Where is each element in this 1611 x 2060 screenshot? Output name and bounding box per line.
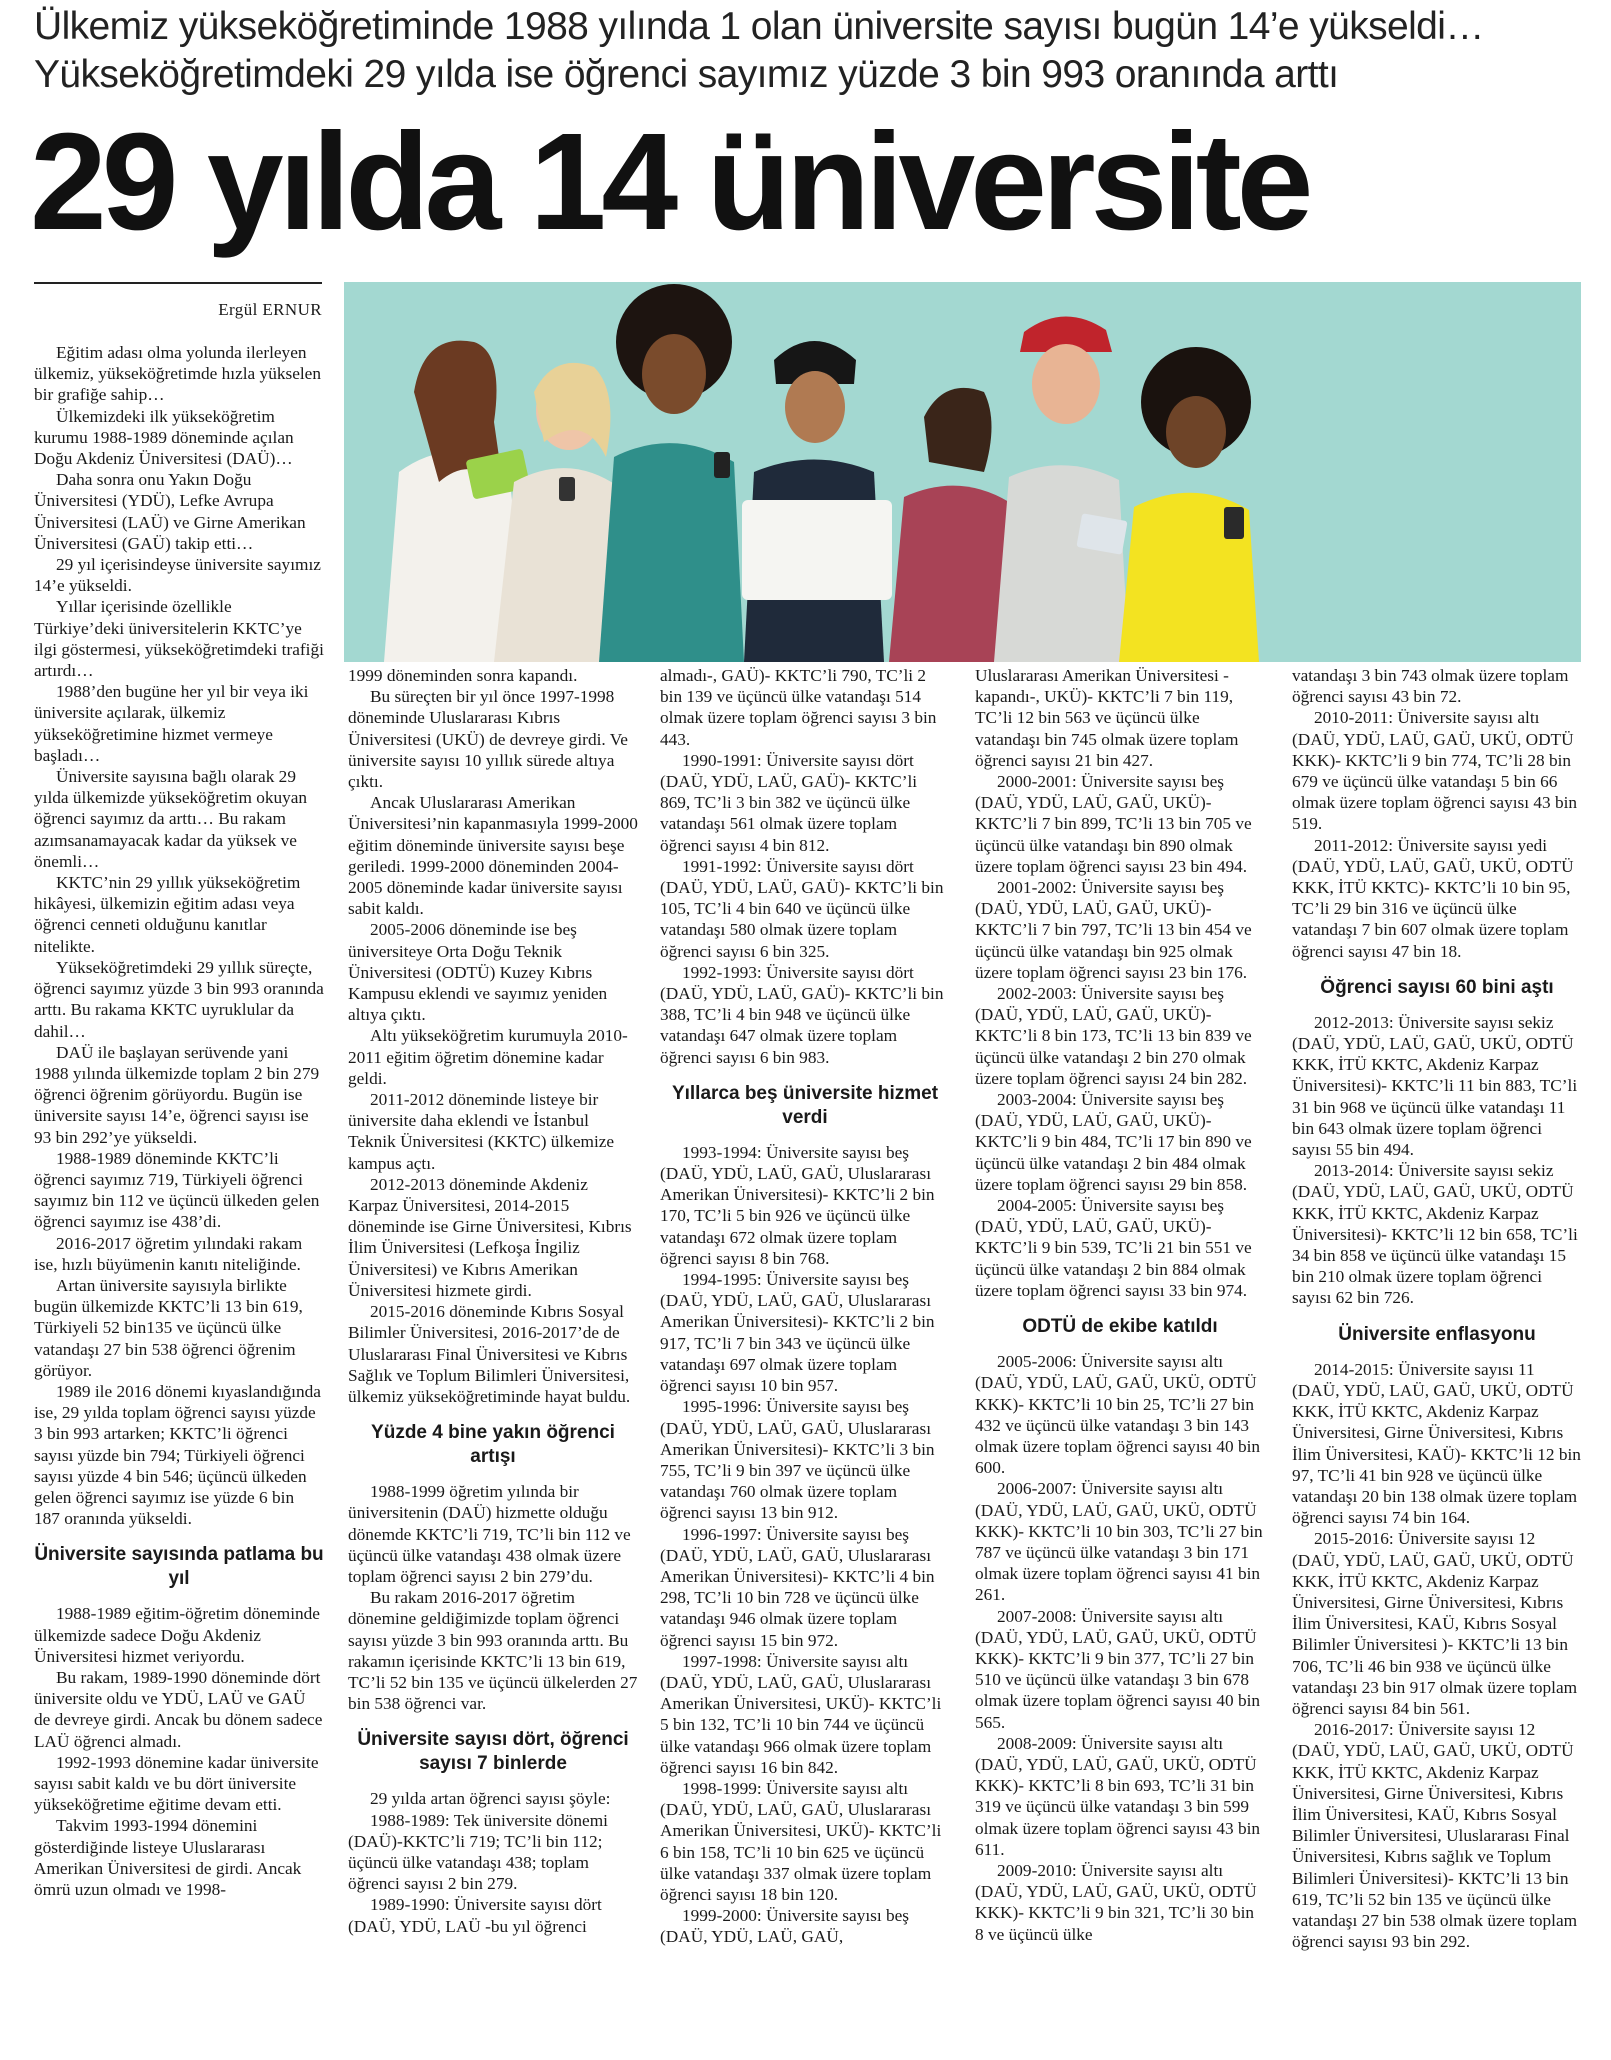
subheading: Üniversite sayısı dört, öğrenci sayısı 7 binlerde: [357, 1729, 629, 1775]
paragraph: Artan üniversite sayısıyla birlikte bugün ülkemizde KKTC’li 13 bin 619, Türkiyeli 52 bin135 ve üçüncü ülke vatandaşı 27 bin 538 öğrenci öğrenim görüyor.: [34, 1275, 303, 1380]
paragraph: Ülkemizdeki ilk yükseköğretim kurumu 1988-1989 döneminde açılan Doğu Akdeniz Üniversitesi (DAÜ)…: [34, 406, 294, 469]
paragraph: Üniversite sayısına bağlı olarak 29 yılda ülkemizde yükseköğretim okuyan öğrenci sayımız da arttı… Bu rakam azımsanamayacak kadar da yüksek ve önemli…: [34, 767, 308, 871]
paragraph: 2015-2016 döneminde Kıbrıs Sosyal Bilimler Üniversitesi, 2016-2017’de de Uluslararası Final Üniversitesi ve Kıbrıs Sağlık ve Toplum Bilimleri Üniversitesi, ülkemiz yükseköğretiminde hayat buldu.: [348, 1302, 631, 1406]
paragraph: 2005-2006: Üniversite sayısı altı (DAÜ, YDÜ, LAÜ, GAÜ, UKÜ, ODTÜ KKK)- KKTC’li 10 bin 25, TC’li 27 bin 432 ve üçüncü ülke vatandaşı 3 bin 143 olmak üzere toplam öğrenci sayısı 40 bin 600.: [975, 1352, 1261, 1478]
paragraph: 2012-2013: Üniversite sayısı sekiz (DAÜ, YDÜ, LAÜ, GAÜ, UKÜ, ODTÜ KKK, İTÜ KKTC, Akdeniz Karpaz Üniversitesi)- KKTC’li 11 bin 883, TC’li 31 bin 968 ve üçüncü ülke vatandaşı 11 bin 643 olmak üzere toplam öğrenci sayısı 55 bin 494.: [1292, 1012, 1578, 1160]
subheading: Yıllarca beş üniversite hizmet verdi: [671, 1082, 939, 1128]
paragraph: 29 yılda artan öğrenci sayısı şöyle:: [370, 1789, 611, 1809]
paragraph: 2009-2010: Üniversite sayısı altı (DAÜ, YDÜ, LAÜ, GAÜ, UKÜ, ODTÜ KKK)- KKTC’li 9 bin 321, TC’li 30 bin 8 ve üçüncü ülke: [975, 1860, 1257, 1944]
paragraph: Bu süreçten bir yıl önce 1997-1998 döneminde Uluslararası Kıbrıs Üniversitesi (UKÜ) de devreye girdi. Ve üniversite sayısı 10 yıllık sürede altıya çıktı.: [348, 687, 628, 792]
subheading: Yüzde 4 bine yakın öğrenci artışı: [371, 1422, 615, 1468]
text-column-5: [1292, 665, 1582, 1952]
students-with-devices-photo: [344, 282, 1581, 662]
paragraph: Eğitim adası olma yolunda ilerleyen ülkemiz, yükseköğretimde hızla yükselen bir grafiğe sahip…: [34, 343, 321, 405]
subheading: Üniversite enflasyonu: [1338, 1323, 1536, 1345]
paragraph: 2000-2001: Üniversite sayısı beş (DAÜ, YDÜ, LAÜ, GAÜ, UKÜ)- KKTC’li 7 bin 899, TC’li 13 bin 705 ve üçüncü ülke vatandaşı bin 890 olmak üzere toplam öğrenci sayısı 23 bin 494.: [975, 772, 1252, 876]
paragraph: 1999-2000: Üniversite sayısı beş (DAÜ, YDÜ, LAÜ, GAÜ,: [660, 1906, 910, 1947]
byline-rule: [34, 282, 322, 284]
byline: Ergül ERNUR: [218, 300, 322, 319]
text-column-4: [975, 665, 1265, 1945]
paragraph: almadı-, GAÜ)- KKTC’li 790, TC’li 2 bin 139 ve üçüncü ülke vatandaşı 514 olmak üzere toplam öğrenci sayısı 3 bin 443.: [660, 666, 937, 749]
paragraph: 1997-1998: Üniversite sayısı altı (DAÜ, YDÜ, LAÜ, GAÜ, Uluslararası Amerikan Üniversitesi, UKÜ)- KKTC’li 5 bin 132, TC’li 10 bin 744 ve üçüncü ülke vatandaşı 966 olmak üzere toplam öğrenci sayısı 16 bin 842.: [660, 1651, 942, 1777]
paragraph: 2013-2014: Üniversite sayısı sekiz (DAÜ, YDÜ, LAÜ, GAÜ, UKÜ, ODTÜ KKK, İTÜ KKTC, Akdeniz Karpaz Üniversitesi)- KKTC’li 12 bin 658, TC’li 34 bin 858 ve üçüncü ülke vatandaşı 15 bin 210 olmak üzere toplam öğrenci sayısı 62 bin 726.: [1292, 1161, 1578, 1308]
photo-illustration: [344, 282, 1581, 662]
paragraph: 1992-1993: Üniversite sayısı dört (DAÜ, YDÜ, LAÜ, GAÜ)- KKTC’li bin 388, TC’li 4 bin 948 ve üçüncü ülke vatandaşı 647 olmak üzere toplam öğrenci sayısı 6 bin 983.: [660, 962, 944, 1067]
paragraph: Bu rakam, 1989-1990 döneminde dört üniversite oldu ve YDÜ, LAÜ ve GAÜ de devreye girdi. Ancak bu dönem sadece LAÜ öğrenci almadı.: [34, 1667, 323, 1751]
paragraph: 1988’den bugüne her yıl bir veya iki üniversite açılarak, ülkemiz yükseköğretimine hizmet vermeye başladı…: [34, 682, 309, 765]
paragraph: 1988-1989: Tek üniversite dönemi (DAÜ)-KKTC’li 719; TC’li bin 112; üçüncü ülke vatandaşı 438; toplam öğrenci sayısı 2 bin 279.: [348, 1810, 608, 1894]
paragraph: 1989-1990: Üniversite sayısı dört (DAÜ, YDÜ, LAÜ -bu yıl öğrenci: [348, 1895, 602, 1936]
paragraph: 2002-2003: Üniversite sayısı beş (DAÜ, YDÜ, LAÜ, GAÜ, UKÜ)- KKTC’li 8 bin 173, TC’li 13 bin 839 ve üçüncü ülke vatandaşı 2 bin 270 olmak üzere toplam öğrenci sayısı 24 bin 282.: [975, 984, 1252, 1088]
paragraph: 2001-2002: Üniversite sayısı beş (DAÜ, YDÜ, LAÜ, GAÜ, UKÜ)- KKTC’li 7 bin 797, TC’li 13 bin 454 ve üçüncü ülke vatandaşı bin 925 olmak üzere toplam öğrenci sayısı 23 bin 176.: [975, 878, 1252, 982]
paragraph: 1995-1996: Üniversite sayısı beş (DAÜ, YDÜ, LAÜ, GAÜ, Uluslararası Amerikan Üniversitesi)- KKTC’li 3 bin 755, TC’li 9 bin 397 ve üçüncü ülke vatandaşı 760 olmak üzere toplam öğrenci sayısı 13 bin 912.: [660, 1397, 935, 1523]
paragraph: 1999 döneminden sonra kapandı.: [348, 666, 578, 685]
paragraph: 2016-2017 öğretim yılındaki rakam ise, hızlı büyümenin kanıtı niteliğinde.: [34, 1233, 303, 1274]
paragraph: 2004-2005: Üniversite sayısı beş (DAÜ, YDÜ, LAÜ, GAÜ, UKÜ)- KKTC’li 9 bin 539, TC’li 21 bin 551 ve üçüncü ülke vatandaşı 2 bin 884 olmak üzere toplam öğrenci sayısı 33 bin 974.: [975, 1196, 1252, 1300]
paragraph: 2006-2007: Üniversite sayısı altı (DAÜ, YDÜ, LAÜ, GAÜ, UKÜ, ODTÜ KKK)- KKTC’li 10 bin 303, TC’li 27 bin 787 ve üçüncü ülke vatandaşı 3 bin 171 olmak üzere toplam öğrenci sayısı 41 bin 261.: [975, 1479, 1263, 1605]
paragraph: 1994-1995: Üniversite sayısı beş (DAÜ, YDÜ, LAÜ, GAÜ, Uluslararası Amerikan Üniversitesi)- KKTC’li 2 bin 917, TC’li 7 bin 343 ve üçüncü ülke vatandaşı 697 olmak üzere toplam öğrenci sayısı 10 bin 957.: [660, 1270, 935, 1396]
paragraph: 2011-2012: Üniversite sayısı yedi (DAÜ, YDÜ, LAÜ, GAÜ, UKÜ, ODTÜ KKK, İTÜ KKTC)- KKTC’li 10 bin 95, TC’li 29 bin 316 ve üçüncü ülke vatandaşı 7 bin 607 olmak üzere toplam öğrenci sayısı 47 bin 18.: [1292, 835, 1574, 961]
paragraph: 1993-1994: Üniversite sayısı beş (DAÜ, YDÜ, LAÜ, GAÜ, Uluslararası Amerikan Üniversitesi)- KKTC’li 2 bin 170, TC’li 5 bin 926 ve üçüncü ülke vatandaşı 672 olmak üzere toplam öğrenci sayısı 8 bin 768.: [660, 1142, 935, 1268]
paragraph: DAÜ ile başlayan serüvende yani 1988 yılında ülkemizde toplam 2 bin 279 öğrenci öğrenim görüyordu. Bugün ise üniversite sayısı 14’e, öğrenci sayısı ise 93 bin 292’ye yükseldi.: [34, 1042, 320, 1147]
paragraph: 2011-2012 döneminde listeye bir üniversite daha eklendi ve İstanbul Teknik Üniversitesi (KKTC) ülkemize kampus açtı.: [348, 1090, 615, 1173]
text-column-3: [660, 665, 950, 1948]
paragraph: Yıllar içerisinde özellikle Türkiye’deki üniversitelerin KKTC’ye ilgi göstermesi, yükseköğretimdeki trafiği artırdı…: [34, 597, 324, 681]
text-column-1: [34, 342, 324, 1900]
paragraph: 2016-2017: Üniversite sayısı 12 (DAÜ, YDÜ, LAÜ, GAÜ, UKÜ, ODTÜ KKK, İTÜ KKTC, Akdeniz Karpaz Üniversitesi, Girne Üniversitesi, Kıbrıs İlim Üniversitesi, KAÜ, Kıbrıs Sosyal Bilimler Üniversitesi, Uluslararası Final Üniversitesi, Kıbrıs sağlık ve Toplum Bilimleri Üniversitesi)- KKTC’li 13 bin 619, TC’li 52 bin 135 ve üçüncü ülke vatandaşı 27 bin 538 olmak üzere toplam öğrenci sayısı 93 bin 292.: [1292, 1720, 1578, 1952]
paragraph: Yükseköğretimdeki 29 yıllık süreçte, öğrenci sayımız yüzde 3 bin 993 oranında arttı. Bu rakama KKTC uyruklular da dahil…: [34, 957, 324, 1041]
paragraph: Ancak Uluslararası Amerikan Üniversitesi’nin kapanmasıyla 1999-2000 eğitim döneminde üniversite sayısı beşe geriledi. 1999-2000 döneminden 2004-2005 döneminde kadar üniversite sayısı sabit kaldı.: [348, 793, 638, 919]
kicker-line-2: Yükseköğretimdeki 29 yılda ise öğrenci sayımız yüzde 3 bin 993 oranında arttı: [34, 53, 1339, 96]
paragraph: 2012-2013 döneminde Akdeniz Karpaz Üniversitesi, 2014-2015 döneminde ise Girne Üniversitesi, Kıbrıs İlim Üniversitesi (Lefkoşa İngiliz Üniversitesi) ve Kıbrıs Amerikan Üniversitesi hizmete girdi.: [348, 1174, 632, 1300]
paragraph: 1990-1991: Üniversite sayısı dört (DAÜ, YDÜ, LAÜ, GAÜ)- KKTC’li 869, TC’li 3 bin 382 ve üçüncü ülke vatandaşı 561 olmak üzere toplam öğrenci sayısı 4 bin 812.: [660, 750, 918, 855]
paragraph: 1988-1989 döneminde KKTC’li öğrenci sayımız 719, Türkiyeli öğrenci sayımız bin 112 ve üçüncü ülkeden gelen öğrenci sayımız ise 438’di.: [34, 1148, 320, 1232]
paragraph: Uluslararası Amerikan Üniversitesi -kapandı-, UKÜ)- KKTC’li 7 bin 119, TC’li 12 bin 563 ve üçüncü ülke vatandaşı bin 745 olmak üzere toplam öğrenci sayısı 21 bin 427.: [975, 666, 1239, 770]
subheading: Üniversite sayısında patlama bu yıl: [34, 1544, 324, 1590]
subheading: Öğrenci sayısı 60 bini aştı: [1320, 976, 1554, 998]
paragraph: 2008-2009: Üniversite sayısı altı (DAÜ, YDÜ, LAÜ, GAÜ, UKÜ, ODTÜ KKK)- KKTC’li 8 bin 693, TC’li 31 bin 319 ve üçüncü ülke vatandaşı 3 bin 599 olmak üzere toplam öğrenci sayısı 43 bin 611.: [975, 1733, 1261, 1859]
subheading: ODTÜ de ekibe katıldı: [1022, 1316, 1218, 1338]
paragraph: 29 yıl içerisindeyse üniversite sayımız 14’e yükseldi.: [34, 555, 321, 596]
paragraph: 1992-1993 dönemine kadar üniversite sayısı sabit kaldı ve bu dört üniversite yükseköğretime eğitime devam etti.: [34, 1752, 319, 1815]
paragraph: 1988-1999 öğretim yılında bir üniversitenin (DAÜ) hizmette olduğu dönemde KKTC’li 719, TC’li bin 112 ve üçüncü ülke vatandaşı 438 olmak üzere toplam öğrenci sayısı 2 bin 279’du.: [348, 1482, 631, 1586]
paragraph: 1989 ile 2016 dönemi kıyaslandığında ise, 29 yılda toplam öğrenci sayısı yüzde 3 bin 993 artarken; KKTC’li öğrenci sayısı yüzde bin 794; Türkiyeli öğrenci sayısı yüzde 4 bin 546; üçüncü ülkeden gelen öğrenci sayımız ise yüzde 6 bin 187 oranında yükseldi.: [34, 1381, 321, 1529]
headline: 29 yılda 14 üniversite: [30, 105, 1309, 259]
paragraph: 2005-2006 döneminde ise beş üniversiteye Orta Doğu Teknik Üniversitesi (ODTÜ) Kuzey Kıbrıs Kampusu eklendi ve sayımız yeniden altıya çıktı.: [348, 920, 608, 1025]
paragraph: 1998-1999: Üniversite sayısı altı (DAÜ, YDÜ, LAÜ, GAÜ, Uluslararası Amerikan Üniversitesi, UKÜ)- KKTC’li 6 bin 158, TC’li 10 bin 625 ve üçüncü ülke vatandaşı 337 olmak üzere toplam öğrenci sayısı 18 bin 120.: [660, 1778, 942, 1904]
paragraph: vatandaşı 3 bin 743 olmak üzere toplam öğrenci sayısı 43 bin 72.: [1292, 666, 1569, 707]
paragraph: 2003-2004: Üniversite sayısı beş (DAÜ, YDÜ, LAÜ, GAÜ, UKÜ)- KKTC’li 9 bin 484, TC’li 17 bin 890 ve üçüncü ülke vatandaşı 2 bin 484 olmak üzere toplam öğrenci sayısı 29 bin 858.: [975, 1090, 1252, 1194]
kicker-line-1: Ülkemiz yükseköğretiminde 1988 yılında 1 olan üniversite sayısı bugün 14’e yükseldi…: [34, 5, 1484, 48]
text-column-2: [348, 665, 638, 1937]
paragraph: 2007-2008: Üniversite sayısı altı (DAÜ, YDÜ, LAÜ, GAÜ, UKÜ, ODTÜ KKK)- KKTC’li 9 bin 377, TC’li 27 bin 510 ve üçüncü ülke vatandaşı 3 bin 678 olmak üzere toplam öğrenci sayısı 40 bin 565.: [975, 1606, 1261, 1732]
paragraph: Altı yükseköğretim kurumuyla 2010-2011 eğitim öğretim dönemine kadar geldi.: [348, 1026, 628, 1088]
paragraph: 1991-1992: Üniversite sayısı dört (DAÜ, YDÜ, LAÜ, GAÜ)- KKTC’li bin 105, TC’li 4 bin 640 ve üçüncü ülke vatandaşı 580 olmak üzere toplam öğrenci sayısı 6 bin 325.: [660, 856, 944, 961]
paragraph: Daha sonra onu Yakın Doğu Üniversitesi (YDÜ), Lefke Avrupa Üniversitesi (LAÜ) ve Girne Amerikan Üniversitesi (GAÜ) takip etti…: [34, 470, 306, 553]
paragraph: 1996-1997: Üniversite sayısı beş (DAÜ, YDÜ, LAÜ, GAÜ, Uluslararası Amerikan Üniversitesi)- KKTC’li 4 bin 298, TC’li 10 bin 728 ve üçüncü ülke vatandaşı 946 olmak üzere toplam öğrenci sayısı 15 bin 972.: [660, 1524, 935, 1650]
paragraph: 2014-2015: Üniversite sayısı 11 (DAÜ, YDÜ, LAÜ, GAÜ, UKÜ, ODTÜ KKK, İTÜ KKTC, Akdeniz Karpaz Üniversitesi, Girne Üniversitesi, Kıbrıs İlim Üniversitesi, KAÜ)- KKTC’li 12 bin 97, TC’li 41 bin 928 ve üçüncü ülke vatandaşı 20 bin 138 olmak üzere toplam öğrenci sayısı 74 bin 164.: [1292, 1359, 1581, 1528]
paragraph: 2015-2016: Üniversite sayısı 12 (DAÜ, YDÜ, LAÜ, GAÜ, UKÜ, ODTÜ KKK, İTÜ KKTC, Akdeniz Karpaz Üniversitesi, Girne Üniversitesi, Kıbrıs İlim Üniversitesi, KAÜ, Kıbrıs Sosyal Bilimler Üniversitesi )- KKTC’li 13 bin 706, TC’li 46 bin 938 ve üçüncü ülke vatandaşı 23 bin 917 olmak üzere toplam öğrenci sayısı 84 bin 561.: [1292, 1529, 1578, 1718]
paragraph: 2010-2011: Üniversite sayısı altı (DAÜ, YDÜ, LAÜ, GAÜ, UKÜ, ODTÜ KKK)- KKTC’li 9 bin 774, TC’li 28 bin 679 ve üçüncü ülke vatandaşı 5 bin 66 olmak üzere toplam öğrenci sayısı 43 bin 519.: [1292, 708, 1578, 834]
paragraph: 1988-1989 eğitim-öğretim döneminde ülkemizde sadece Doğu Akdeniz Üniversitesi hizmet veriyordu.: [34, 1604, 320, 1666]
paragraph: Takvim 1993-1994 dönemini gösterdiğinde listeye Uluslararası Amerikan Üniversitesi de girdi. Ancak ömrü uzun olmadı ve 1998-: [34, 1816, 302, 1900]
paragraph: KKTC’nin 29 yıllık yükseköğretim hikâyesi, ülkemizin eğitim adası veya öğrenci cenneti olduğunu kanıtlar nitelikte.: [34, 873, 301, 956]
paragraph: Bu rakam 2016-2017 öğretim dönemine geldiğimizde toplam öğrenci sayısı yüzde 3 bin 993 oranında arttı. Bu rakamın içerisinde KKTC’li 13 bin 619, TC’li 52 bin 135 ve üçüncü ülkelerden 27 bin 538 öğrenci var.: [348, 1588, 638, 1714]
